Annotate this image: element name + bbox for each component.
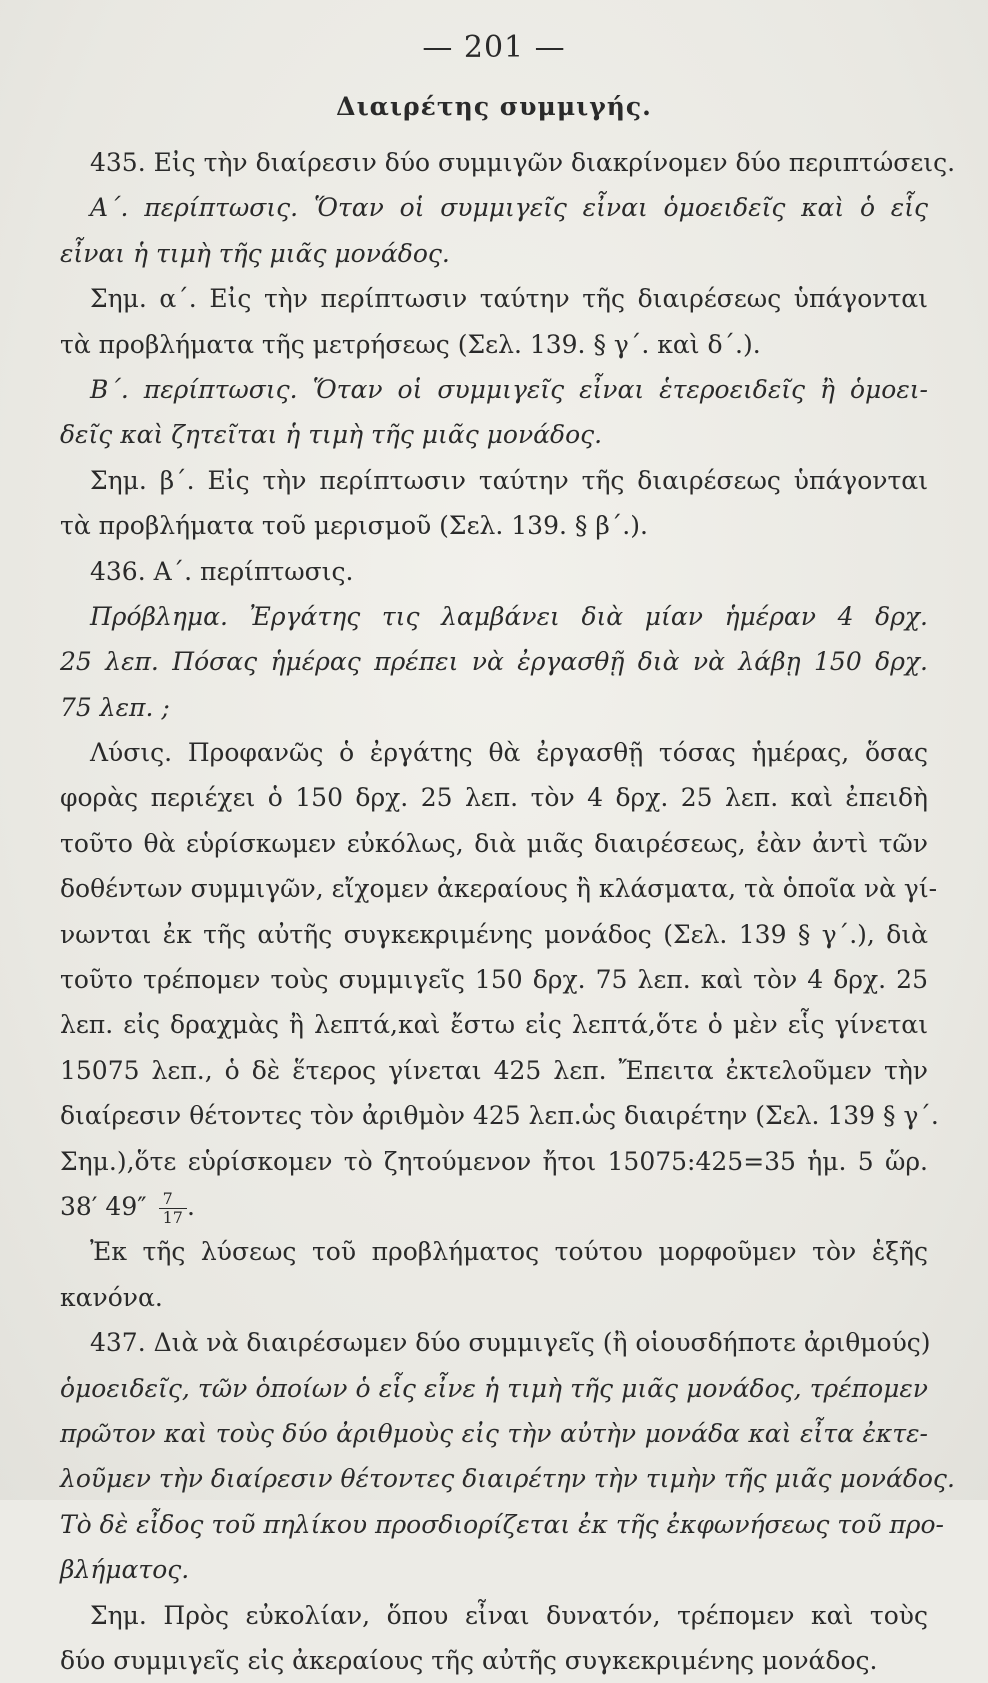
text-line-content: Λύσις. Προφανῶς ὁ ἐργάτης θὰ ἐργασθῇ τόσας ἡμέρας, ὅσας: [90, 738, 928, 768]
text-line: [60, 276, 928, 321]
text-line: [60, 1048, 928, 1093]
text-line: [60, 594, 928, 639]
text-line-content: Τὸ δὲ εἶδος τοῦ πηλίκου προσδιορίζεται ἐκ τῆς ἐκφωνήσεως τοῦ προ-: [60, 1509, 944, 1539]
text-line: [60, 866, 938, 911]
text-line-content: φορὰς περιέχει ὁ 150 δρχ. 25 λεπ. τὸν 4 δρχ. 25 λεπ. καὶ ἐπειδὴ: [60, 783, 928, 813]
text-line-content: Α΄. περίπτωσις. Ὅταν οἱ συμμιγεῖς εἶναι ὁμοειδεῖς καὶ ὁ εἷς: [90, 193, 928, 223]
text-line: [60, 957, 928, 1002]
text-line: [60, 322, 928, 367]
text-line: [60, 730, 928, 775]
text-line: [60, 231, 928, 276]
text-line-content: 436. Α΄. περίπτωσις.: [90, 556, 354, 586]
text-line-content: δύο συμμιγεῖς εἰς ἀκεραίους τῆς αὐτῆς συγκεκριμένης μονάδος.: [60, 1645, 878, 1675]
text-line: [60, 458, 928, 503]
text-line: [60, 1093, 939, 1138]
text-line: [60, 412, 928, 457]
text-line-content: τὰ προβλήματα τῆς μετρήσεως (Σελ. 139. § γ΄. καὶ δ΄.).: [60, 329, 761, 359]
text-line: [60, 1502, 944, 1547]
text-line-content: Ἐκ τῆς λύσεως τοῦ προβλήματος τούτου μορφοῦμεν τὸν ἑξῆς: [90, 1237, 928, 1267]
text-line-content: Σημ. Πρὸς εὐκολίαν, ὅπου εἶναι δυνατόν, τρέπομεν καὶ τοὺς: [90, 1600, 928, 1630]
text-line: [60, 1139, 928, 1184]
text-line: [60, 1002, 928, 1047]
text-line: [60, 185, 928, 230]
text-line: [60, 912, 928, 957]
text-line: [60, 821, 928, 866]
text-line: [60, 1593, 928, 1638]
fraction-denominator: 17: [162, 1207, 183, 1227]
text-line: [60, 775, 928, 820]
text-line: [60, 1275, 928, 1320]
text-line-content: 25 λεπ. Πόσας ἡμέρας πρέπει νὰ ἐργασθῇ διὰ νὰ λάβῃ 150 δρχ.: [60, 647, 928, 677]
fraction-tail: .: [186, 1191, 195, 1221]
text-line-content: κανόνα.: [60, 1282, 163, 1312]
text-line-content: Σημ. α΄. Εἰς τὴν περίπτωσιν ταύτην τῆς διαιρέσεως ὑπάγονται: [90, 284, 928, 314]
text-line-content: τοῦτο θὰ εὑρίσκωμεν εὐκόλως, διὰ μιᾶς διαιρέσεως, ἐὰν ἀντὶ τῶν: [60, 828, 928, 858]
text-line: [60, 639, 928, 684]
text-line-content: πρῶτον καὶ τοὺς δύο ἀριθμοὺς εἰς τὴν αὐτὴν μονάδα καὶ εἶτα ἐκτε-: [60, 1418, 928, 1448]
text-line-content: Β΄. περίπτωσις. Ὅταν οἱ συμμιγεῖς εἶναι ἑτεροειδεῖς ἢ ὁμοει-: [90, 374, 928, 404]
text-line-content: 38′ 49″: [60, 1191, 147, 1221]
text-line: [60, 367, 928, 412]
body-text: [60, 140, 956, 1683]
text-line: [60, 1320, 931, 1365]
text-line-content: διαίρεσιν θέτοντες τὸν ἀριθμὸν 425 λεπ.ὡς διαιρέτην (Σελ. 139 § γ΄.: [60, 1101, 939, 1131]
text-line: [60, 1547, 928, 1592]
text-line-content: Σημ.),ὅτε εὑρίσκομεν τὸ ζητούμενον ἤτοι 15075:425=35 ἡμ. 5 ὥρ.: [60, 1146, 928, 1176]
text-line-content: λοῦμεν τὴν διαίρεσιν θέτοντες διαιρέτην τὴν τιμὴν τῆς μιᾶς μονάδος.: [60, 1464, 955, 1494]
text-line-content: Πρόβλημα. Ἐργάτης τις λαμβάνει διὰ μίαν ἡμέραν 4 δρχ.: [90, 601, 928, 631]
text-line: [60, 1229, 928, 1274]
text-line-content: εἶναι ἡ τιμὴ τῆς μιᾶς μονάδος.: [60, 238, 450, 268]
text-line-content: δεῖς καὶ ζητεῖται ἡ τιμὴ τῆς μιᾶς μονάδος.: [60, 420, 603, 450]
text-line-content: 435. Εἰς τὴν διαίρεσιν δύο συμμιγῶν διακρίνομεν δύο περιπτώσεις.: [90, 148, 956, 177]
text-line: [60, 1184, 928, 1229]
text-line-content: ὁμοειδεῖς, τῶν ὁποίων ὁ εἷς εἶνε ἡ τιμὴ τῆς μιᾶς μονάδος, τρέπομεν: [60, 1373, 928, 1403]
text-line: [60, 1638, 928, 1683]
text-line: [60, 1411, 928, 1456]
section-title: Διαιρέτης συμμιγής.: [336, 92, 652, 121]
text-line: [60, 685, 928, 730]
text-line-content: βλήματος.: [60, 1555, 190, 1585]
text-line-content: 437. Διὰ νὰ διαιρέσωμεν δύο συμμιγεῖς (ἢ οἱουσδήποτε ἀριθμούς): [90, 1328, 931, 1358]
text-line-content: 75 λεπ. ;: [60, 692, 170, 722]
text-line-content: λεπ. εἰς δραχμὰς ἢ λεπτά,καὶ ἔστω εἰς λεπτά,ὅτε ὁ μὲν εἷς γίνεται: [60, 1010, 928, 1040]
text-line-content: τοῦτο τρέπομεν τοὺς συμμιγεῖς 150 δρχ. 75 λεπ. καὶ τὸν 4 δρχ. 25: [60, 965, 928, 995]
fraction: [159, 1190, 187, 1227]
fraction-numerator: 7: [159, 1190, 187, 1209]
text-line: [60, 549, 928, 594]
text-line: [60, 503, 928, 548]
text-line: [60, 1456, 955, 1501]
text-line-content: νωνται ἐκ τῆς αὐτῆς συγκεκριμένης μονάδος (Σελ. 139 § γ΄.), διὰ: [60, 919, 928, 949]
text-line: [60, 140, 956, 185]
text-line-content: δοθέντων συμμιγῶν, εἴχομεν ἀκεραίους ἢ κλάσματα, τὰ ὁποῖα νὰ γί-: [60, 874, 938, 904]
text-line-content: 15075 λεπ., ὁ δὲ ἕτερος γίνεται 425 λεπ. Ἔπειτα ἐκτελοῦμεν τὴν: [60, 1055, 928, 1085]
page-number: — 201 —: [422, 30, 566, 65]
text-line-content: Σημ. β΄. Εἰς τὴν περίπτωσιν ταύτην τῆς διαιρέσεως ὑπάγονται: [90, 465, 928, 495]
text-line-content: τὰ προβλήματα τοῦ μερισμοῦ (Σελ. 139. § β΄.).: [60, 511, 648, 541]
text-line: [60, 1366, 928, 1411]
